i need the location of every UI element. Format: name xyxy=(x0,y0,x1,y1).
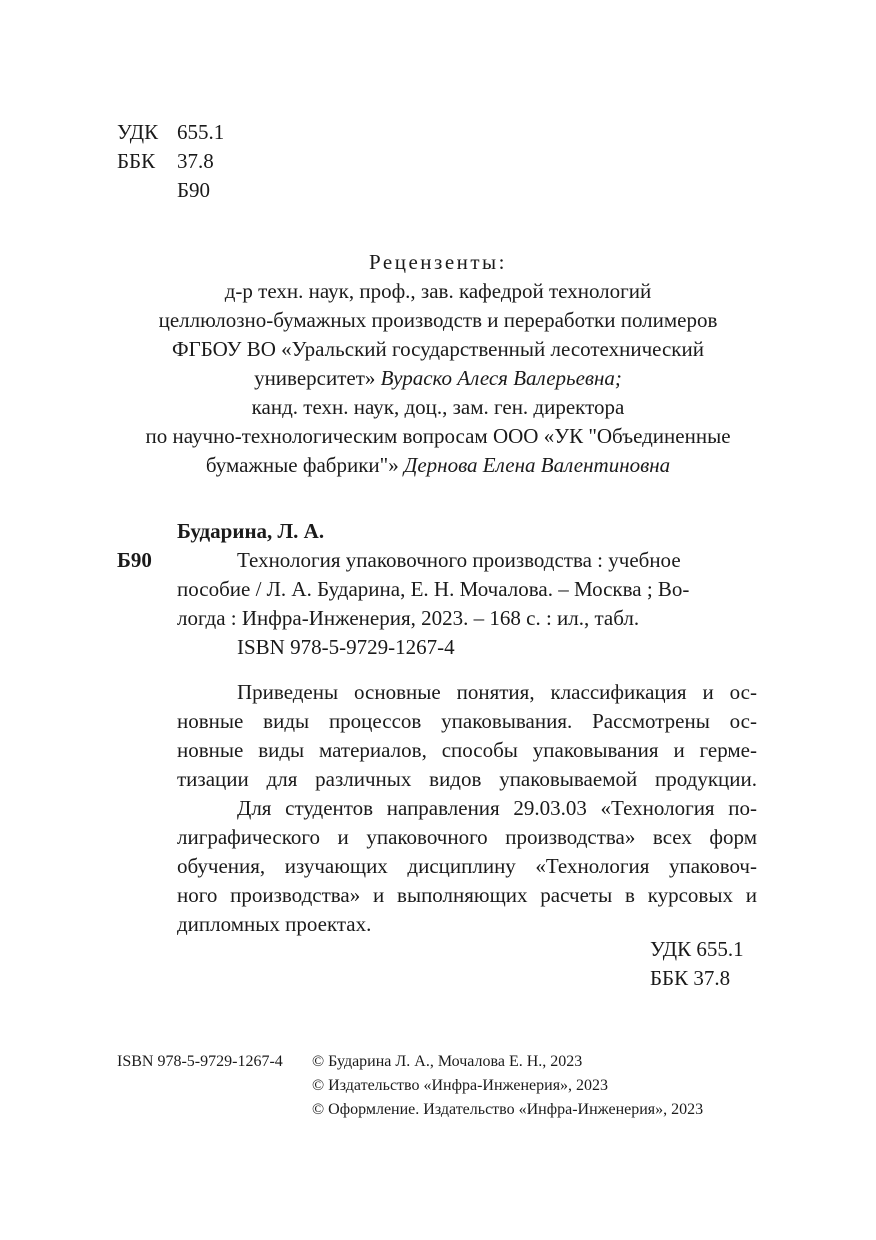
reviewer-2-name: Дернова Елена Валентиновна xyxy=(403,453,671,477)
reviewer-1-name: Вураско Алеся Валерьевна; xyxy=(380,366,622,390)
copyright-design: © Оформление. Издательство «Инфра-Инженерия», 2023 xyxy=(312,1101,704,1118)
reviewer-1-line-4 xyxy=(80,364,796,393)
copyright-publisher: © Издательство «Инфра-Инженерия», 2023 xyxy=(312,1077,609,1094)
reviewer-1-affiliation-end: университет» xyxy=(254,366,376,390)
reviewer-2-line-2: по научно-технологическим вопросам ООО «УК "Объединенные xyxy=(145,424,731,448)
reviewers-title: Рецензенты: xyxy=(369,250,507,274)
abstract-p2-line: обучения, изучающих дисциплину «Технология упаковоч- xyxy=(177,854,757,878)
copyright-line-1 xyxy=(117,1050,703,1074)
abstract-p2-line: ного производства» и выполняющих расчеты в курсовых и xyxy=(177,883,757,907)
classification-footer xyxy=(650,935,744,993)
reviewer-2-line-1: канд. техн. наук, доц., зам. ген. директора xyxy=(251,395,625,419)
record-isbn: ISBN 978-5-9729-1267-4 xyxy=(237,635,455,659)
copyright-block xyxy=(117,1050,703,1122)
bbk-label: ББК xyxy=(117,149,156,173)
bbk-row xyxy=(117,147,224,176)
abstract-block xyxy=(177,678,757,939)
copyright-isbn: ISBN 978-5-9729-1267-4 xyxy=(117,1053,283,1070)
reviewers-block xyxy=(80,248,796,480)
abstract-p1-line: новные виды процессов упаковывания. Рассмотрены ос- xyxy=(177,709,757,733)
udk-row xyxy=(117,118,224,147)
footer-bbk: ББК 37.8 xyxy=(650,966,731,990)
abstract-p1-line: новные виды материалов, способы упаковывания и герме- xyxy=(177,738,757,762)
reviewer-2-line-3 xyxy=(80,451,796,480)
reviewer-1-line-2: целлюлозно-бумажных производств и переработки полимеров xyxy=(158,308,718,332)
bibliographic-record xyxy=(177,546,757,662)
record-code: Б90 xyxy=(117,548,152,572)
author-mark: Б90 xyxy=(177,178,211,202)
record-line-1: Технология упаковочного производства : учебное xyxy=(237,548,681,572)
abstract-p1-line: тизации для различных видов упаковываемой продукции. xyxy=(177,767,757,791)
author-mark-row xyxy=(117,176,224,205)
record-author: Бударина, Л. А. xyxy=(177,519,325,543)
abstract-paragraph-1 xyxy=(177,678,757,794)
abstract-p1-line: Приведены основные понятия, классификация и ос- xyxy=(237,680,757,704)
classification-block xyxy=(117,118,224,205)
copyright-authors: © Бударина Л. А., Мочалова Е. Н., 2023 xyxy=(312,1053,583,1070)
footer-udk: УДК 655.1 xyxy=(650,937,744,961)
udk-value: 655.1 xyxy=(177,120,225,144)
bbk-value: 37.8 xyxy=(177,149,214,173)
abstract-paragraph-2 xyxy=(177,794,757,939)
record-line-3: логда : Инфра-Инженерия, 2023. – 168 с. : ил., табл. xyxy=(177,606,640,630)
reviewer-2-affiliation-end: бумажные фабрики"» xyxy=(205,453,399,477)
abstract-p2-line: дипломных проектах. xyxy=(177,912,372,936)
record-line-2: пособие / Л. А. Бударина, Е. Н. Мочалова. – Москва ; Во- xyxy=(177,577,690,601)
abstract-p2-line: лиграфического и упаковочного производства» всех форм xyxy=(177,825,757,849)
abstract-p2-line: Для студентов направления 29.03.03 «Технология по- xyxy=(237,796,757,820)
reviewer-1-line-3: ФГБОУ ВО «Уральский государственный лесотехнический xyxy=(171,337,704,361)
udk-label: УДК xyxy=(117,120,159,144)
reviewer-1-line-1: д-р техн. наук, проф., зав. кафедрой технологий xyxy=(224,279,652,303)
